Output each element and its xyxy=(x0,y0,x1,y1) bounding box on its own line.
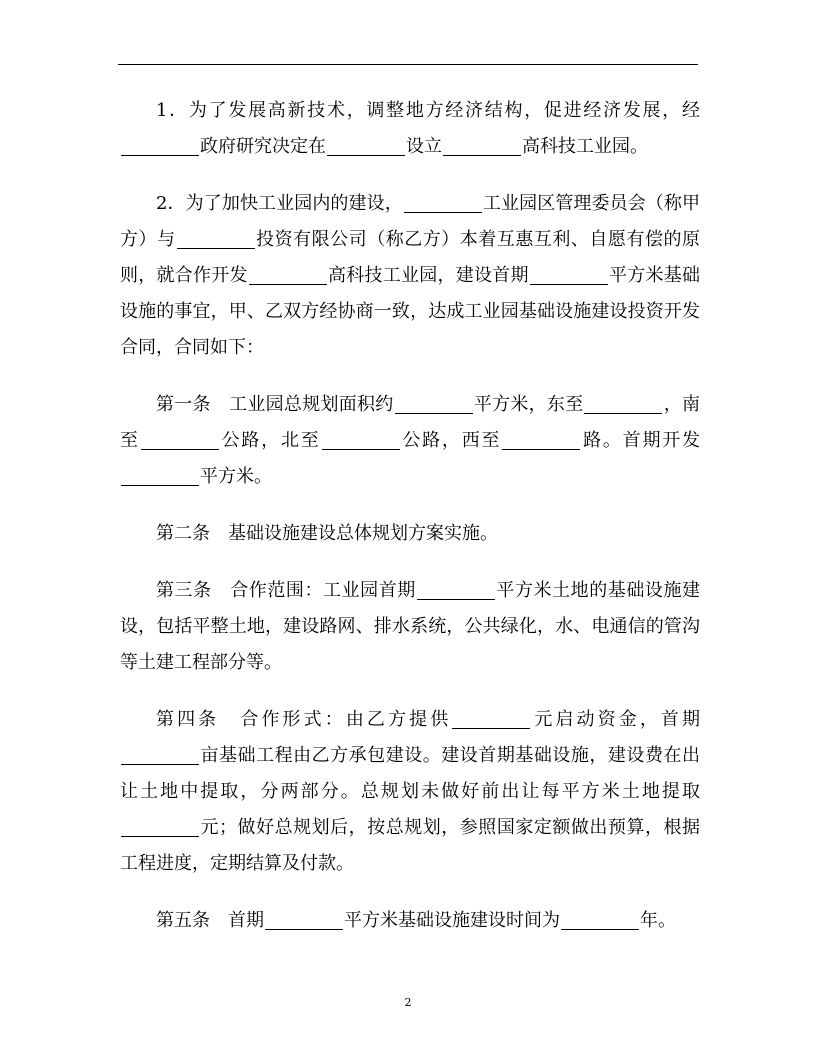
fill-in-blank xyxy=(561,909,639,930)
paragraph-text: 基础设施建设总体规划方案实施。 xyxy=(228,523,498,544)
paragraph-text: 合作范围：工业园首期 xyxy=(229,580,416,601)
fill-in-blank xyxy=(502,429,580,450)
paragraph-text: 第三条 xyxy=(156,580,212,601)
fill-in-blank xyxy=(530,264,608,285)
contract-paragraph xyxy=(120,387,700,495)
paragraph-text: 平方米基础设施建设时间为 xyxy=(344,910,560,931)
fill-in-blank xyxy=(121,744,199,765)
paragraph-text: 平方米基础设施的事宜，甲、乙双方经协商一致，达成工业园基础设施建设投资开发合同，合同如下： xyxy=(120,265,700,358)
contract-paragraph xyxy=(120,903,700,939)
fill-in-blank xyxy=(141,429,219,450)
fill-in-blank xyxy=(265,909,343,930)
fill-in-blank xyxy=(417,579,495,600)
contract-paragraph xyxy=(120,702,700,882)
paragraph-text: ，南至 xyxy=(120,394,701,451)
contract-paragraph xyxy=(120,516,700,552)
fill-in-blank xyxy=(121,816,199,837)
paragraph-text: 元启动资金，首期 xyxy=(531,709,701,730)
contract-paragraph xyxy=(120,186,700,366)
paragraph-text: 2．为了加快工业园内的建设， xyxy=(156,193,403,214)
paragraph-text: 亩基础工程由乙方承包建设。建设首期基础设施，建设费在出让土地中提取，分两部分。总规划未做好前出让每平方米土地提取 xyxy=(120,745,700,802)
contract-paragraph xyxy=(120,93,700,165)
paragraph-text: 工业园区管理委员会（称甲方）与 xyxy=(120,193,701,250)
paragraph-text: 年。 xyxy=(640,910,676,931)
page-number: 2 xyxy=(404,996,412,1009)
fill-in-blank xyxy=(322,429,400,450)
paragraph-text: 公路，西至 xyxy=(400,430,502,451)
fill-in-blank xyxy=(327,135,405,156)
paragraph-text: 第二条 xyxy=(156,523,210,544)
paragraph-text: 第一条 xyxy=(156,394,211,415)
fill-in-blank xyxy=(395,393,473,414)
fill-in-blank xyxy=(404,192,482,213)
paragraph-text: 设立 xyxy=(406,136,442,157)
fill-in-blank xyxy=(443,135,521,156)
paragraph-text: 投资有限公司（称乙方）本着互惠互利、自愿有偿的原则，就合作开发 xyxy=(120,229,701,286)
header-rule xyxy=(118,64,698,65)
fill-in-blank xyxy=(121,135,199,156)
paragraph-text: 政府研究决定在 xyxy=(200,136,326,157)
paragraph-text: 平方米。 xyxy=(200,466,272,487)
paragraph-text: 首期 xyxy=(228,910,264,931)
paragraph-text: 公路，北至 xyxy=(219,430,321,451)
paragraph-text: 元；做好总规划后，按总规划，参照国家定额做出预算，根据工程进度，定期结算及付款。 xyxy=(120,817,700,874)
paragraph-text: 高科技工业园，建设首期 xyxy=(327,265,529,286)
paragraph-text: 第五条 xyxy=(156,910,210,931)
paragraph-text: 高科技工业园。 xyxy=(522,136,648,157)
fill-in-blank xyxy=(121,465,199,486)
paragraph-text: 第四条 xyxy=(156,709,220,730)
paragraph-text: 路。首期开发 xyxy=(581,430,701,451)
fill-in-blank xyxy=(249,264,327,285)
paragraph-text: 平方米，东至 xyxy=(473,394,584,415)
fill-in-blank xyxy=(177,228,255,249)
paragraph-text: 合作形式：由乙方提供 xyxy=(237,709,452,730)
document-body xyxy=(120,93,700,960)
paragraph-text: 工业园总规划面积约 xyxy=(228,394,394,415)
paragraph-text: 1．为了发展高新技术，调整地方经济结构，促进经济发展，经 xyxy=(156,100,700,121)
fill-in-blank xyxy=(584,393,662,414)
paragraph-text: 平方米土地的基础设施建设，包括平整土地，建设路网、排水系统，公共绿化，水、电通信的管沟等土建工程部分等。 xyxy=(120,580,701,673)
contract-paragraph xyxy=(120,573,700,681)
fill-in-blank xyxy=(452,708,530,729)
